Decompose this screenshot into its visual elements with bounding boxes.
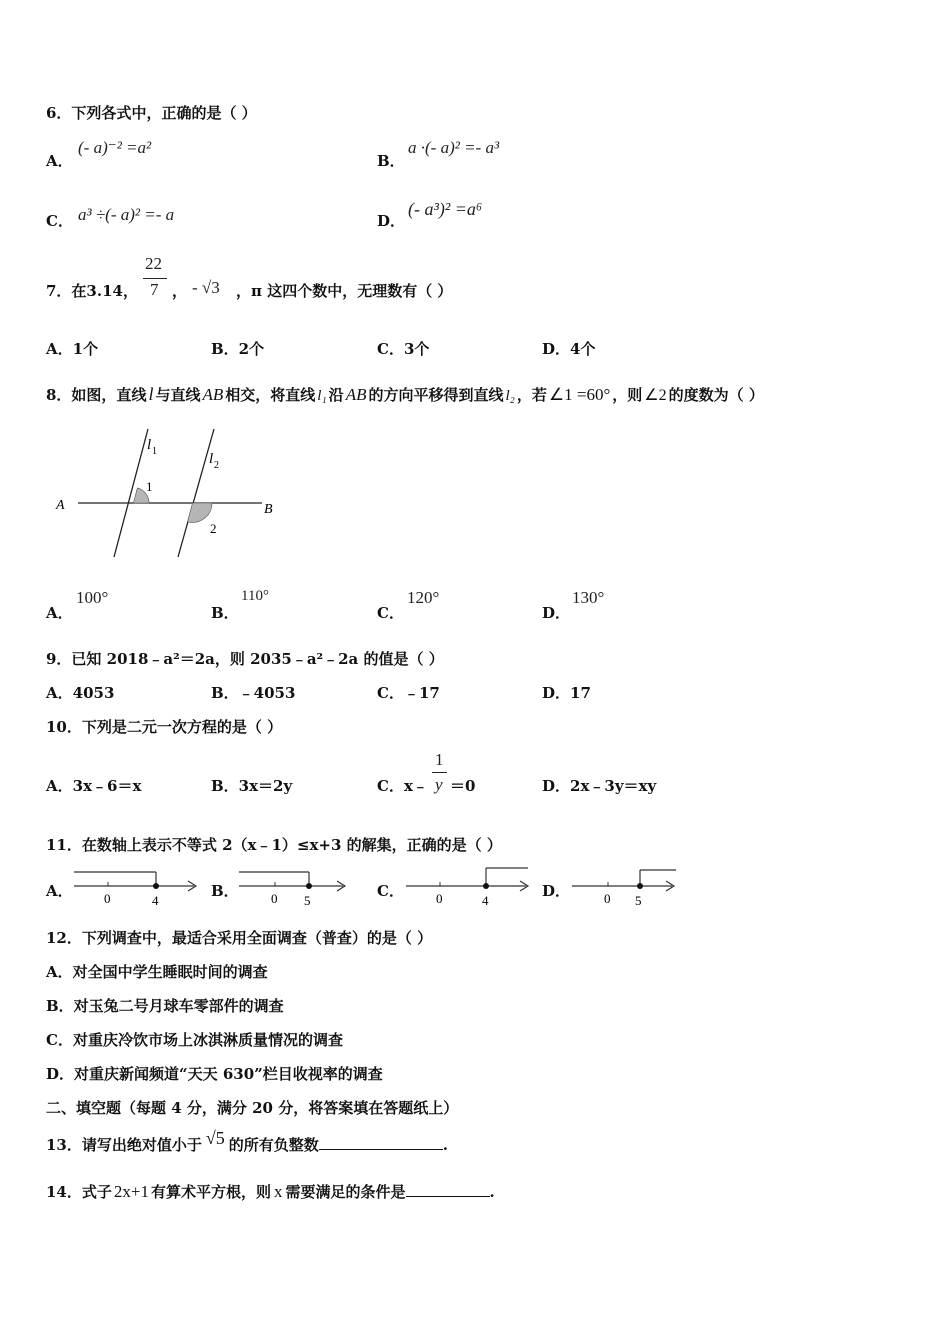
q7-option-d: D．4个	[542, 340, 596, 358]
q8-figure	[50, 425, 290, 565]
q11-option-c-label: C．	[377, 882, 404, 900]
q12-option-a: A．对全国中学生睡眠时间的调查	[46, 963, 268, 981]
q10-option-c-denominator: y	[435, 775, 443, 794]
q7-fraction-denominator: 7	[150, 280, 159, 299]
q8-line-l2	[178, 429, 214, 557]
q8-label-l1-subscript: 1	[152, 446, 157, 457]
q8-label-l2-subscript: 2	[214, 460, 219, 471]
q6-option-d-label: D．	[377, 212, 406, 230]
q10-option-b: B．3x＝2y	[211, 777, 293, 795]
q8-stem-t1: 8．如图，直线	[46, 386, 147, 404]
q11-c-tick-0: 0	[436, 891, 443, 906]
q8-stem-t2: 与直线	[155, 386, 201, 404]
q13-stem	[46, 1128, 449, 1155]
q10-option-c-prefix: C．x﹣	[377, 777, 428, 795]
q9-option-d: D．17	[542, 684, 591, 702]
q14-end: .	[489, 1183, 495, 1201]
q7-option-b: B．2个	[211, 340, 265, 358]
q8-angle2: ∠2	[644, 387, 667, 404]
q14-answer-blank[interactable]	[406, 1196, 490, 1197]
q8-stem-t4: 沿	[328, 386, 344, 404]
q11-option-b-label: B．	[211, 882, 239, 900]
q8-stem-t8: 的度数为（ ）	[668, 386, 764, 404]
q10-option-a: A．3x﹣6＝x	[46, 777, 142, 795]
q9-option-c: C．﹣17	[377, 684, 440, 702]
q11-option-a-numberline	[70, 864, 205, 910]
q8-stem	[46, 384, 764, 405]
q13-prefix: 13．请写出绝对值小于	[46, 1136, 202, 1154]
q9-option-b: B．﹣4053	[211, 684, 296, 702]
q11-stem: 11．在数轴上表示不等式 2（x﹣1）≤x+3 的解集，正确的是（ ）	[46, 836, 502, 854]
q8-var-ab: AB	[202, 385, 224, 404]
q8-option-d-value: 130°	[572, 588, 605, 607]
q8-stem-t6: ，若	[516, 386, 547, 404]
q14-stem	[46, 1181, 495, 1202]
q6-option-d-expr: (- a³)² =a⁶	[408, 199, 483, 219]
q7-stem-suffix: ，π 这四个数中，无理数有（ ）	[236, 282, 453, 300]
q8-var-l2: l₂	[505, 388, 515, 404]
q8-option-a-label: A．	[46, 604, 73, 622]
q6-option-a-label: A．	[46, 152, 73, 170]
q7-fraction-bar	[143, 278, 167, 279]
q12-option-d: D．对重庆新闻频道“天天 630”栏目收视率的调查	[46, 1065, 383, 1083]
q9-stem: 9．已知 2018﹣a²＝2a，则 2035﹣a²﹣2a 的值是（ ）	[46, 650, 444, 668]
q11-b-tick-0: 0	[271, 891, 278, 906]
q8-label-a: A	[56, 498, 65, 513]
q14-prefix: 14．式子	[46, 1183, 112, 1201]
q12-option-c: C．对重庆冷饮市场上冰淇淋质量情况的调查	[46, 1031, 343, 1049]
q8-option-b-label: B．	[211, 604, 239, 622]
q8-stem-t5: 的方向平移得到直线	[368, 386, 504, 404]
q8-var-l1: l₁	[317, 388, 327, 404]
q10-option-c-suffix: ＝0	[450, 777, 476, 795]
q8-stem-t3: 相交，将直线	[225, 386, 316, 404]
q12-option-b: B．对玉兔二号月球车零部件的调查	[46, 997, 284, 1015]
q12-stem: 12．下列调查中，最适合采用全面调查（普查）的是（ ）	[46, 929, 433, 947]
q14-suffix: 需要满足的条件是	[285, 1183, 406, 1201]
q8-angle2-arc	[188, 503, 213, 522]
q8-option-d-label: D．	[542, 604, 571, 622]
q11-option-c-numberline	[402, 864, 537, 910]
q8-option-c-value: 120°	[407, 588, 440, 607]
q8-var-l: l	[148, 384, 154, 404]
q7-separator: ，	[172, 282, 188, 300]
q14-expression: 2x+1	[113, 1182, 149, 1201]
section-2-title: 二、填空题（每题 4 分，满分 20 分，将答案填在答题纸上）	[46, 1099, 459, 1117]
q7-option-c: C．3个	[377, 340, 430, 358]
q11-a-tick-0: 0	[104, 891, 111, 906]
q13-end: .	[442, 1136, 449, 1154]
q11-option-b-numberline	[235, 864, 355, 910]
q9-option-a: A．4053	[46, 684, 115, 702]
q8-var-ab2: AB	[345, 385, 367, 404]
q11-option-a-label: A．	[46, 882, 73, 900]
q13-sqrt5: √5	[205, 1128, 225, 1148]
q13-suffix: 的所有负整数	[228, 1136, 319, 1154]
q8-stem-t7: ，则	[612, 386, 643, 404]
q8-label-l1: l	[147, 437, 152, 453]
q8-option-a-value: 100°	[76, 588, 109, 607]
q6-option-b-label: B．	[377, 152, 405, 170]
q11-option-d-label: D．	[542, 882, 571, 900]
q10-stem: 10．下列是二元一次方程的是（ ）	[46, 718, 283, 736]
q8-angle-condition: ∠1 =60°	[548, 385, 611, 404]
q6-option-c-expr: a³ ÷(- a)² =- a	[78, 205, 175, 224]
q11-option-d-numberline	[568, 864, 683, 910]
q7-fraction-numerator: 22	[145, 254, 162, 273]
q8-angle2-label: 2	[210, 521, 217, 536]
q11-a-tick-4: 4	[152, 893, 159, 908]
q8-option-c-label: C．	[377, 604, 404, 622]
q13-answer-blank[interactable]	[319, 1149, 443, 1150]
q11-d-tick-0: 0	[604, 891, 611, 906]
q6-option-c-label: C．	[46, 212, 73, 230]
q6-stem: 6．下列各式中，正确的是（ ）	[46, 104, 257, 122]
q6-option-b-expr: a ·(- a)² =- a³	[408, 138, 500, 157]
q10-option-c-numerator: 1	[435, 750, 444, 769]
q11-b-tick-5: 5	[304, 893, 311, 908]
q6-option-a-expr: (- a)⁻² =a²	[78, 138, 152, 157]
q10-option-c-fraction-bar	[432, 772, 447, 773]
q14-variable: x	[273, 1182, 283, 1201]
q8-label-l2: l	[209, 451, 214, 467]
q11-c-tick-4: 4	[482, 893, 489, 908]
q10-option-d: D．2x﹣3y＝xy	[542, 777, 657, 795]
q7-sqrt-expression: - √3	[192, 278, 220, 297]
q14-mid: 有算术平方根，则	[150, 1183, 271, 1201]
q8-option-b-value: 110°	[241, 588, 269, 604]
q7-stem-prefix: 7．在3.14，	[46, 282, 138, 300]
q11-d-tick-5: 5	[635, 893, 642, 908]
q8-angle1-label: 1	[146, 479, 153, 494]
q7-option-a: A．1个	[46, 340, 99, 358]
q8-label-b: B	[264, 502, 273, 517]
